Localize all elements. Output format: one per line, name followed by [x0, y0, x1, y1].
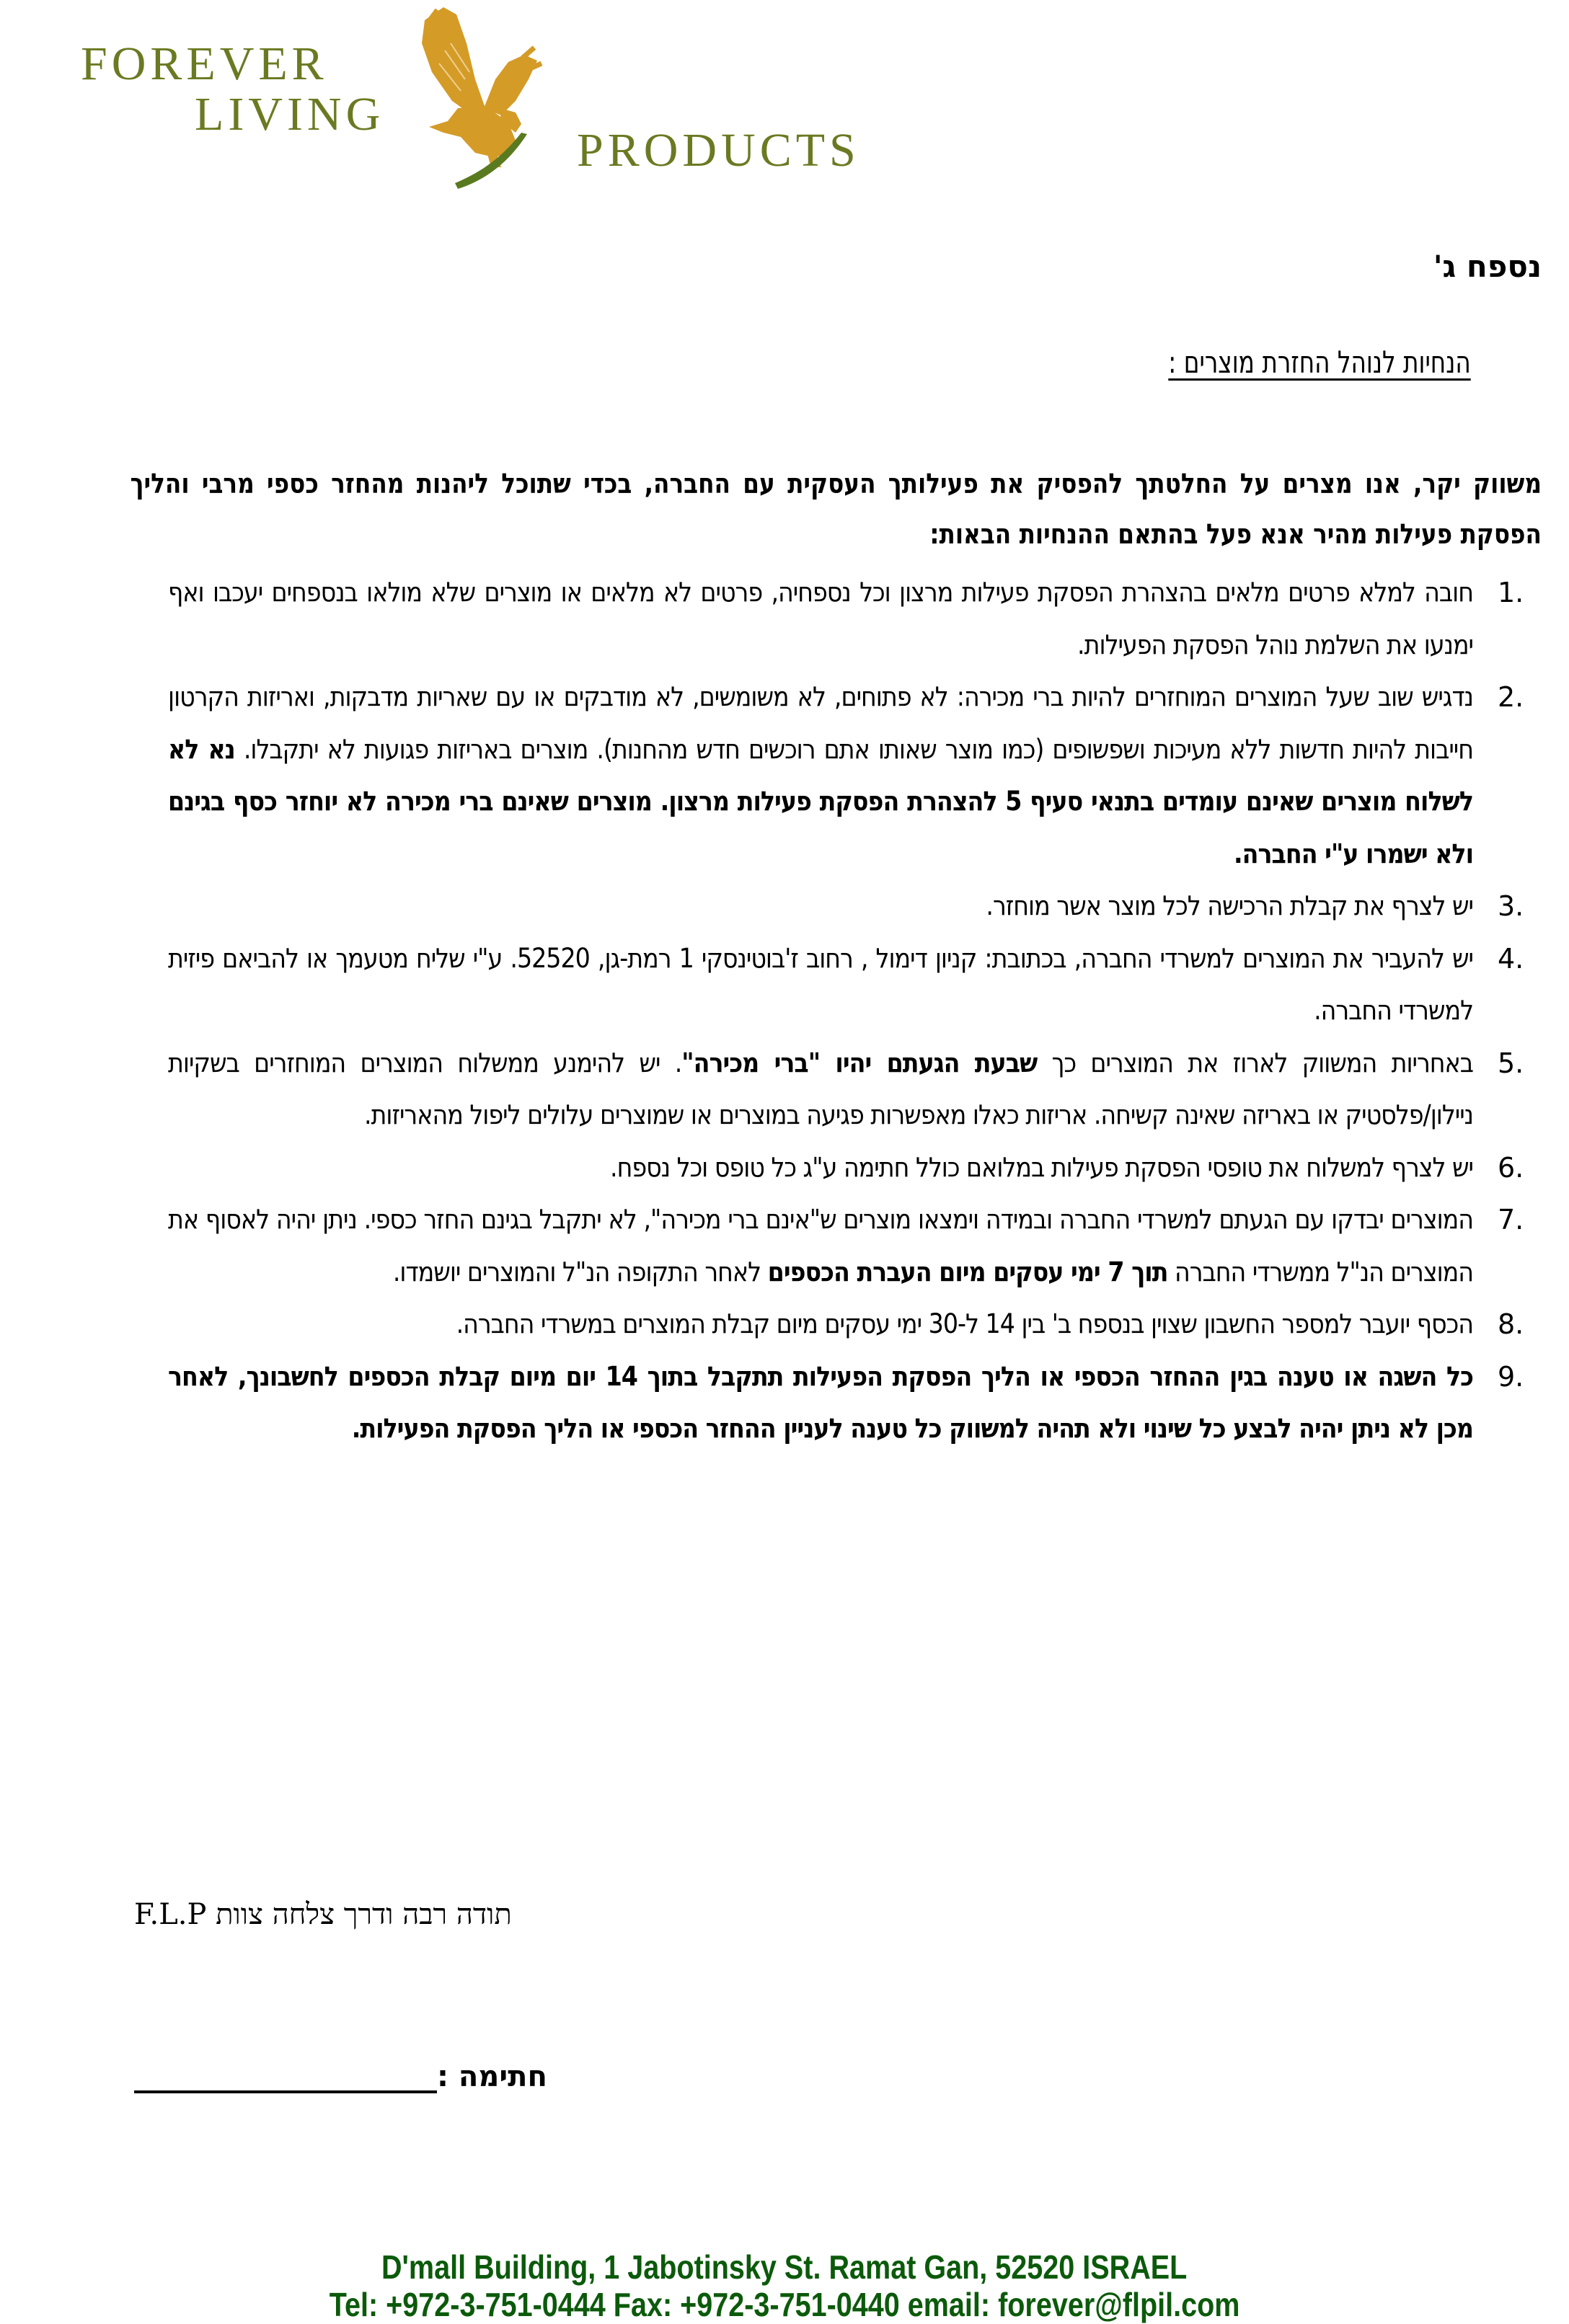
footer-contact: [0, 2285, 1569, 2324]
intro-paragraph: משווק יקר, אנו מצרים על החלטתך להפסיק את פעילותך העסקית עם החברה, בכדי שתוכל ליהנות מהחזר כספי מרבי והליך הפסקת פעילות מהיר אנא פעל בהתאם ההנחיות הבאות:: [130, 468, 1542, 550]
rule-text: [168, 1351, 1473, 1455]
rule-number: 2.: [1498, 681, 1524, 713]
rule-text-regular: המוצרים יבדקו עם הגעתם למשרדי החברה ובמידה וימצאו מוצרים ש"אינם ברי מכירה", לא יתקבל בגינם החזר כספי. ניתן יהיה לאסוף את המוצרים הנ"ל ממשרדי החברה: [168, 1204, 1473, 1287]
rule-text: [168, 1037, 1473, 1142]
rule-item: [168, 1037, 1524, 1142]
rule-text-regular: לאחר התקופה הנ"ל והמוצרים יושמדו.: [392, 1256, 768, 1287]
rule-item: [168, 880, 1524, 933]
rule-item: [168, 1194, 1524, 1298]
rule-number: 5.: [1498, 1047, 1524, 1079]
rule-number: 7.: [1498, 1204, 1524, 1236]
rule-text-regular: יש להעביר את המוצרים למשרדי החברה, בכתובת: קניון דימול , רחוב ז'בוטינסקי 1 רמת-גן, 52520. ע"י שליח מטעמך או להביאם פיזית למשרדי החברה.: [168, 942, 1473, 1026]
rule-text-regular: . יש להימנע ממשלוח המוצרים המוחזרים בשקיות ניילון/פלסטיק או באריזה שאינה קשיחה. אריזות כאלו מאפשרות פגיעה במוצרים או שמוצרים עלולים ליפול מהאריזות.: [168, 1047, 1473, 1130]
rule-text: [168, 671, 1473, 880]
logo-forever-text: FOREVER: [81, 37, 328, 90]
rule-number: 9.: [1498, 1360, 1524, 1393]
rule-text-regular: יש לצרף את קבלת הרכישה לכל מוצר אשר מוחזר.: [986, 890, 1473, 921]
rule-item: [168, 567, 1524, 671]
rules-list: [168, 567, 1524, 1455]
logo-living-text: LIVING: [195, 88, 385, 141]
rule-text: [168, 1194, 1473, 1298]
rule-text: [168, 933, 1473, 1037]
rule-item: [168, 671, 1524, 880]
footer-contact-text: Tel: +972-3-751-0444 Fax: +972-3-751-0440 email: forever@flpil.com: [329, 2286, 1240, 2323]
rule-text: [168, 1298, 1473, 1351]
rule-item: [168, 1298, 1524, 1351]
rule-number: 1.: [1498, 577, 1524, 608]
signature-label: חתימה :: [437, 2060, 547, 2093]
appendix-title: נספח ג': [1433, 249, 1542, 284]
footer-address-text: D'mall Building, 1 Jabotinsky St. Ramat Gan, 52520 ISRAEL: [381, 2248, 1188, 2286]
rule-text-regular: הכסף יועבר למספר החשבון שצוין בנספח ב' בין 14 ל-30 ימי עסקים מיום קבלת המוצרים במשרדי החברה.: [456, 1308, 1473, 1339]
document-subtitle: הנחיות לנוהל החזרת מוצרים :: [1168, 345, 1471, 380]
rule-text: [168, 880, 1473, 933]
rule-item: [168, 1351, 1524, 1455]
rule-number: 3.: [1498, 890, 1524, 922]
rule-text-regular: חובה למלא פרטים מלאים בהצהרת הפסקת פעילות מרצון וכל נספחיה, פרטים לא מלאים או מוצרים שלא מולאו בנספחים יעכבו ואף ימנעו את השלמת נוהל הפסקת הפעילות.: [168, 577, 1473, 660]
rule-item: [168, 1142, 1524, 1194]
signature-line[interactable]: [134, 2062, 437, 2093]
rule-number: 4.: [1498, 942, 1524, 975]
rule-text: [168, 1142, 1473, 1194]
rule-number: 6.: [1498, 1151, 1524, 1184]
rule-text-regular: יש לצרף למשלוח את טופסי הפסקת פעילות במלואם כולל חתימה ע"ג כל טופס וכל נספח.: [610, 1151, 1473, 1183]
logo-products-text: PRODUCTS: [577, 124, 860, 177]
rule-item: [168, 933, 1524, 1037]
rule-text: [168, 567, 1473, 671]
closing-text: תודה רבה ודרך צלחה צוות F.L.P: [134, 1898, 512, 1931]
footer-address: [0, 2248, 1569, 2287]
rule-text-bold: נא לא לשלוח מוצרים שאינם עומדים בתנאי סעיף 5 להצהרת הפסקת פעילות מרצון. מוצרים שאינם ברי מכירה לא יוחזר כסף בגינם ולא ישמרו ע"י החברה.: [168, 733, 1473, 869]
rule-text-regular: נדגיש שוב שעל המוצרים המוחזרים להיות ברי מכירה: לא פתוחים, לא משומשים, לא מודבקים או עם שאריות מדבקות, ואריזות הקרטון חייבות להיות חדשות ללא מעיכות ושפשופים (כמו מוצר שאותו אתם רוכשים חדש מהחנות). מוצרים באריזות פגועות לא יתקבלו.: [168, 681, 1473, 765]
rule-text-bold: תוך 7 ימי עסקים מיום העברת הכספים: [767, 1256, 1168, 1287]
rule-number: 8.: [1498, 1308, 1524, 1340]
rule-text-bold: שבעת הגעתם יהיו "ברי מכירה": [681, 1047, 1038, 1078]
rule-text-bold: כל השגה או טענה בגין ההחזר הכספי או הליך הפסקת הפעילות תתקבל בתוך 14 יום מיום קבלת הכספים לחשבונך, לאחר מכן לא ניתן יהיה לבצע כל שינוי ולא תהיה למשווק כל טענה לעניין ההחזר הכספי או הליך הפסקת הפעילות.: [168, 1360, 1473, 1444]
rule-text-regular: באחריות המשווק לארוז את המוצרים כך: [1037, 1047, 1473, 1078]
signature-field[interactable]: [134, 2060, 547, 2093]
eagle-logo-icon: [400, 0, 573, 189]
